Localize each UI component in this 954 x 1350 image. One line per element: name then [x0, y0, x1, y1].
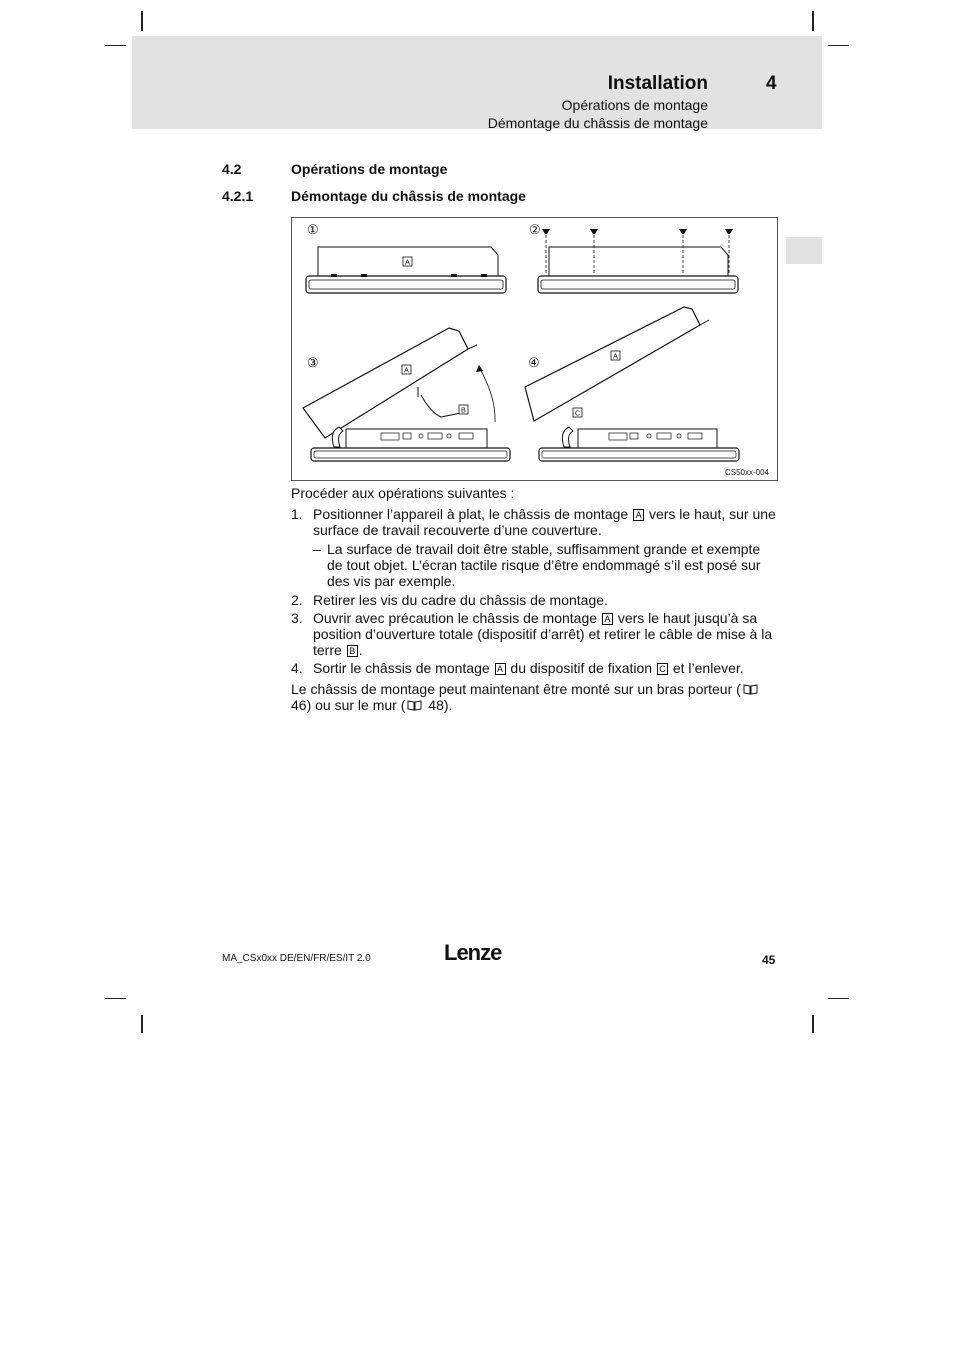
- step-4-text: Sortir le châssis de montage A du dispositif de fixation C et l’enlever.: [313, 660, 744, 676]
- figure-code: CS50xx-004: [724, 468, 769, 477]
- intro-text: Procéder aux opérations suivantes :: [291, 485, 515, 501]
- key-a-marker: A: [495, 663, 506, 675]
- step-2-number: 2.: [291, 592, 303, 608]
- figure-key-a: A: [404, 367, 409, 375]
- crop-mark: [141, 11, 143, 31]
- step-1-number: 1.: [291, 506, 303, 522]
- book-icon: [743, 684, 758, 695]
- step-marker-3: ③: [307, 355, 319, 370]
- figure-key-a: A: [613, 353, 618, 361]
- step-marker-1: ①: [307, 222, 319, 237]
- step-4-number: 4.: [291, 660, 303, 676]
- crop-mark: [141, 1015, 143, 1033]
- chapter-title: Installation: [607, 73, 708, 94]
- lenze-logo: Lenze: [444, 940, 502, 965]
- header-subtitle-2: Démontage du châssis de montage: [487, 115, 708, 131]
- step-1-text: Positionner l’appareil à plat, le châssis de montage A vers le haut, sur une surface de travail recouverte d’une couverture.: [313, 506, 776, 538]
- figure-key-c: C: [574, 410, 581, 418]
- step-2-text: Retirer les vis du cadre du châssis de montage.: [313, 592, 608, 608]
- chapter-number: 4: [766, 73, 777, 94]
- crop-mark: [828, 998, 849, 999]
- key-b-marker: B: [347, 645, 358, 657]
- key-a-marker: A: [602, 613, 613, 625]
- step-3-number: 3.: [291, 610, 303, 626]
- step-marker-2: ②: [529, 222, 541, 237]
- crop-mark: [812, 1015, 814, 1033]
- figure-key-b: B: [461, 407, 466, 415]
- note-dash: –: [313, 541, 321, 557]
- chapter-side-tab: [786, 237, 822, 264]
- section-number: 4.2: [222, 161, 242, 177]
- section-title: Opérations de montage: [291, 161, 448, 177]
- crop-mark: [828, 45, 849, 46]
- note-text: La surface de travail doit être stable, suffisamment grande et exempte de tout objet. L’écran tactile risque d’être endommagé s’il est posé sur des vis par exemple.: [327, 541, 761, 589]
- header-subtitle-1: Opérations de montage: [561, 97, 708, 113]
- crop-mark: [812, 11, 814, 31]
- crop-mark: [105, 45, 126, 46]
- dismount-figure: [291, 217, 778, 481]
- subsection-number: 4.2.1: [222, 188, 254, 204]
- key-c-marker: C: [657, 663, 668, 675]
- figure-key-a: A: [405, 259, 410, 267]
- page-ref-link[interactable]: 48: [428, 697, 444, 713]
- step-marker-4: ④: [528, 355, 540, 370]
- document-id: MA_CSx0xx DE/EN/FR/ES/IT 2.0: [222, 953, 371, 964]
- page-number: 45: [762, 953, 776, 967]
- book-icon: [407, 700, 422, 711]
- step-3-text: Ouvrir avec précaution le châssis de montage A vers le haut jusqu’à sa position d’ouverture totale (dispositif d’arrêt) et retirer le câble de mise à la terre B .: [313, 610, 773, 658]
- closing-text: Le châssis de montage peut maintenant être monté sur un bras porteur ( 46) ou sur le mur ( 48).: [291, 681, 781, 713]
- key-a-marker: A: [633, 509, 644, 521]
- crop-mark: [105, 998, 126, 999]
- header-band: [132, 36, 822, 129]
- subsection-title: Démontage du châssis de montage: [291, 188, 526, 204]
- page-ref-link[interactable]: 46: [291, 697, 307, 713]
